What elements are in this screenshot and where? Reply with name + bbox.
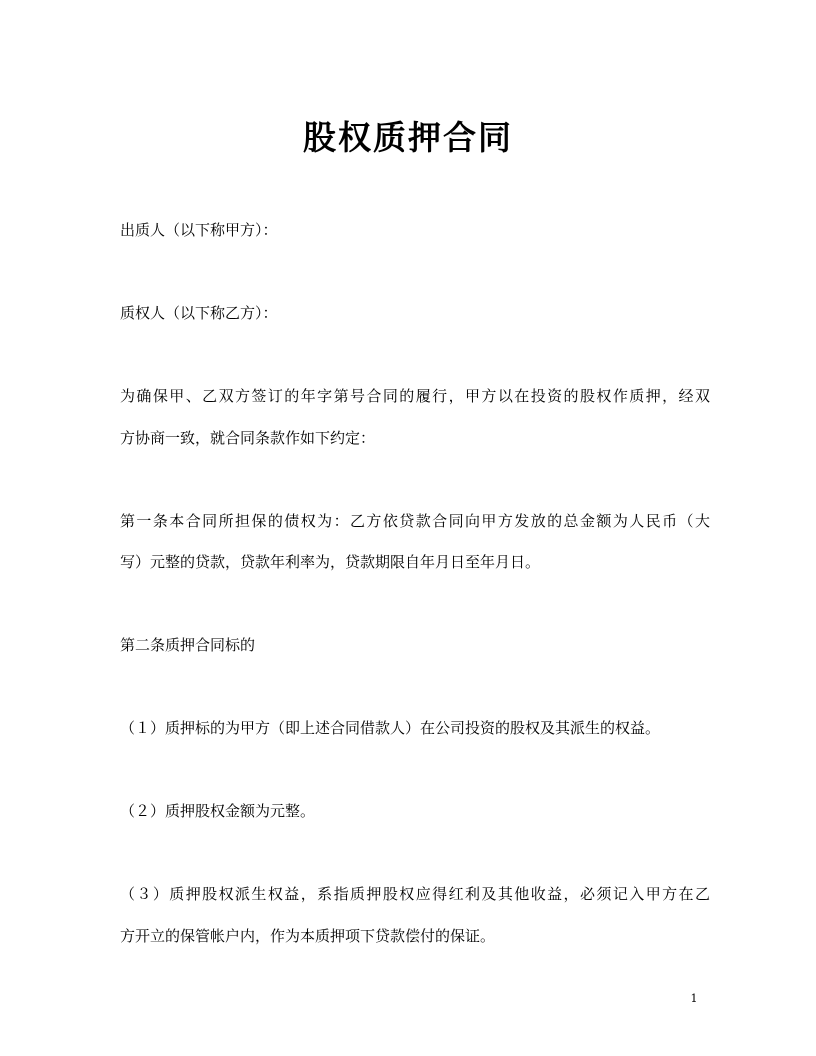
pledgee-line: 质权人（以下称乙方）： (120, 304, 278, 322)
document-title: 股权质押合同 (303, 118, 513, 157)
preamble-line-1: 为确保甲、乙双方签订的年字第号合同的履行，甲方以在投资的股权作质押，经双 (120, 387, 710, 405)
preamble-line-2: 方协商一致，就合同条款作如下约定： (120, 429, 376, 447)
pledgor-line: 出质人（以下称甲方）： (120, 221, 278, 239)
page-number: 1 (690, 992, 698, 1005)
clause-3-line-2: 方开立的保管帐户内，作为本质押项下贷款偿付的保证。 (120, 927, 496, 945)
article-1-line-2: 写）元整的贷款，贷款年利率为，贷款期限自年月日至年月日。 (120, 553, 541, 571)
clause-2-line: （２）质押股权金额为元整。 (120, 802, 316, 820)
clause-1-line: （１）质押标的为甲方（即上述合同借款人）在公司投资的股权及其派生的权益。 (120, 719, 661, 737)
clause-3-line-1: （３）质押股权派生权益，系指质押股权应得红利及其他收益，必须记入甲方在乙 (120, 885, 710, 903)
article-2-heading: 第二条质押合同标的 (120, 636, 256, 654)
article-1-line-1: 第一条本合同所担保的债权为：乙方依贷款合同向甲方发放的总金额为人民币（大 (120, 512, 710, 530)
